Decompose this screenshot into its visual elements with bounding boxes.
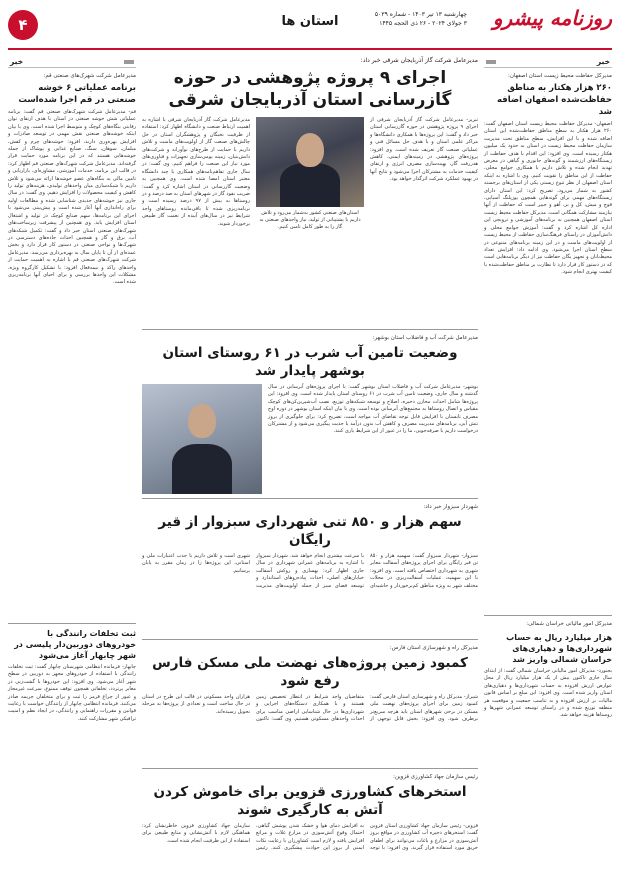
divider	[8, 623, 136, 624]
article-kicker: مدیرعامل شرکت آب و فاضلاب استان بوشهر:	[372, 335, 478, 341]
date-block	[375, 10, 467, 28]
divider	[142, 329, 478, 330]
article-kicker: مدیرکل راه و شهرسازی استان فارس:	[389, 645, 478, 651]
right-column	[484, 56, 612, 831]
article-kicker: شهردار سبزوار خبر داد:	[423, 504, 478, 510]
news-bar-label: خبر	[10, 57, 24, 66]
date-line-persian: چهارشنبه ۱۳ تیر ۱۴۰۳ - شماره ۵۰۳۹	[374, 11, 467, 18]
main-story-kicker: مدیرعامل شرکت گاز آذربایجان شرقی خبر داد:	[360, 57, 478, 64]
divider	[142, 639, 478, 640]
article-body: قم- مدیرعامل شرکت شهرک‌های صنعتی قم گفت: برنامه عملیاتی شش خوشه صنعتی در استان با هدف ارتقای توان رقابتی بنگاه‌های کوچک و متوسط اجرا شده است. وی با بیان اینکه خوشه‌های صنعتی نقش مهمی در توسعه صادرات و افزایش بهره‌وری دارند، افزود: خوشه‌های چرم و کفش، مبلمان، سوهان، سنگ، صنایع غذایی و پوشاک از جمله خوشه‌هایی هستند که در این برنامه مورد حمایت قرار گرفته‌اند. مدیرعامل شرکت شهرک‌های صنعتی قم اظهار کرد: در قالب این برنامه، خدمات آموزشی، مشاوره‌ای، بازاریابی و تامین مالی به بنگاه‌های عضو خوشه‌ها ارائه می‌شود و تلاش داریم با شبکه‌سازی میان واحدهای تولیدی، هزینه‌های تولید را کاهش و کیفیت محصولات را افزایش دهیم. وی گفت: در سال جاری نیز خوشه‌های جدیدی شناسایی شده و مطالعات اولیه برای راه‌اندازی آنها آغاز شده است و پیش‌بینی می‌شود با اجرای این برنامه‌ها، سهم صنایع کوچک در تولید و اشتغال استان افزایش یابد. وی همچنین از پیشرفت زیرساخت‌های شهرک‌های صنعتی استان خبر داد و گفت: تکمیل شبکه‌های آب، برق و گاز و همچنین احداث جاده‌های دسترسی در شهرک‌ها و نواحی صنعتی در دستور کار قرار دارد و بخش عمده‌ای از آن تا پایان سال به بهره‌برداری می‌رسد. مدیرعامل شرکت شهرک‌های صنعتی قم با اشاره به اهمیت حمایت از واحدهای راکد و نیمه‌فعال افزود: با تشکیل کارگروه ویژه، مشکلات این واحدها بررسی و برای احیای آنها برنامه‌ریزی شده است.	[8, 109, 136, 286]
article-body: شیراز- مدیرکل راه و شهرسازی استان فارس گفت: کمبود زمین برای اجرای پروژه‌های نهضت ملی مسکن در برخی شهرهای استان باید هرچه سریع‌تر برطرف شود. وی افزود: بخش قابل توجهی از متقاضیان واجد شرایط در انتظار تخصیص زمین هستند و با همکاری دستگاه‌های اجرایی و شهرداری‌ها در حال شناسایی اراضی مناسب برای احداث واحدهای مسکونی هستیم. وی گفت: تاکنون هزاران واحد مسکونی در قالب این طرح در استان در حال ساخت است و تعدادی از پروژه‌ها به مرحله تحویل رسیده‌اند.	[142, 694, 478, 723]
main-story-body-part-3: وی همچنین به وضعیت گازرسانی در استان اشاره کرد و گفت: ضریب نفوذ گاز در شهرهای استان به صد درصد و در روستاها به بیش از ۹۷ درصد رسیده است و برنامه‌ریزی شده تا باقی‌مانده روستاهای واجد شرایط نیز در سال‌های آینده از نعمت گاز طبیعی برخوردار شوند.	[141, 176, 250, 227]
article-kicker: مدیرعامل شرکت شهرک‌های صنعتی قم:	[43, 73, 136, 79]
article-headline: استخرهای کشاورزی قزوین برای خاموش کردن آتش به کارگیری شوند	[153, 784, 467, 818]
article-headline: سهم هزار و ۸۵۰ تنی شهرداری سبزوار از قیر رایگان	[158, 514, 462, 548]
main-story-body-part-2: مدیرعامل شرکت گاز آذربایجان شرقی با اشاره به اهمیت ارتباط صنعت و دانشگاه اظهار کرد: استفاده از ظرفیت نخبگان و پژوهشگران استان در حل چالش‌های صنعت گاز از اولویت‌های ماست و تلاش داریم با حمایت از طرح‌های نوآورانه و شرکت‌های دانش‌بنیان، زمینه بومی‌سازی تجهیزات و فناوری‌های مورد نیاز این صنعت را فراهم کنیم. وی گفت: در سال جاری تفاهم‌نامه‌های همکاری با چند دانشگاه معتبر استان امضا شده است.	[142, 117, 250, 183]
article-headline: ۲۶۰ هزار هکتار به مناطق حفاظت‌شده اصفهان اضافه شد	[497, 83, 612, 117]
article-headline: وضعیت تامین آب شرب در ۶۱ روستای استان بوشهر پایدار شد	[162, 345, 458, 379]
header-divider	[8, 48, 612, 50]
section-title: استان ها	[281, 14, 339, 29]
photo-caption: استان‌های صنعتی کشور به‌شمار می‌رود و تلاش داریم با پشتیبانی از تولید، نیاز واحدهای صنعتی به گاز را به طور کامل تامین کنیم.	[259, 210, 361, 230]
article-kicker: رئیس سازمان جهاد کشاورزی قزوین:	[393, 774, 478, 780]
news-section-bar	[8, 56, 136, 68]
article-body: اصفهان- مدیرکل حفاظت محیط زیست استان اصفهان گفت: ۲۶۰ هزار هکتار به سطح مناطق حفاظت‌شده این استان اضافه شده و با این افزایش، سطح مناطق تحت مدیریت سازمان حفاظت محیط زیست در استان به حدود یک میلیون هکتار رسیده است. وی افزود: این اقدام با هدف حفاظت از زیستگاه‌های ارزشمند و گونه‌های جانوری و گیاهی در معرض تهدید انجام شده و تلاش داریم با همکاری جوامع محلی، حفاظت از این مناطق را تقویت کنیم. وی با اشاره به اینکه استان اصفهان از نظر تنوع زیستی یکی از استان‌های برجسته کشور به شمار می‌رود، تصریح کرد: این استان دارای زیستگاه‌های مهمی برای گونه‌هایی همچون یوزپلنگ آسیایی، قوچ و میش، کل و بز، آهو و جبیر است که حفاظت از آنها نیازمند مشارکت همگانی است. مدیرکل حفاظت محیط زیست استان اصفهان همچنین به برنامه‌های آموزشی و ترویجی این اداره کل اشاره کرد و گفت: آموزش جوامع محلی و دانش‌آموزان در راستای فرهنگ‌سازی حفاظت از محیط زیست از اولویت‌های ماست و در این زمینه برنامه‌های متنوعی در سطح استان اجرا می‌شود. وی ادامه داد: افزایش تعداد محیط‌بانان و تجهیز یگان حفاظت نیز از دیگر برنامه‌هایی است که در دستور کار قرار دارد تا نظارت بر مناطق حفاظت‌شده با کیفیت بهتری انجام شود.	[484, 121, 612, 276]
article-headline: کمبود زمین پروژه‌های نهضت ملی مسکن فارس رفع شود	[152, 655, 468, 689]
article-body: سبزوار- شهردار سبزوار گفت: سهمیه هزار و ۸۵۰ تن قیر رایگان برای اجرای پروژه‌های آسفالت معابر شهری به شهرداری اختصاص یافته است. وی افزود: با این سهمیه، عملیات آسفالت‌ریزی در محلات مختلف شهر به ویژه مناطق کم‌برخوردار و حاشیه‌ای با سرعت بیشتری انجام خواهد شد. شهردار سبزوار با اشاره به برنامه‌های عمرانی شهرداری در سال جاری اظهار کرد: بهسازی و روکش آسفالت خیابان‌های اصلی، احداث پیاده‌روهای استاندارد و توسعه فضای سبز از جمله اولویت‌های مدیریت شهری است و تلاش داریم با جذب اعتبارات ملی و استانی، این پروژه‌ها را در زمان مقرر به پایان برسانیم.	[142, 553, 478, 589]
article-kicker: مدیرکل حفاظت محیط زیست استان اصفهان:	[507, 73, 612, 79]
article-body: قزوین- رئیس سازمان جهاد کشاورزی استان قزوین گفت: استخرهای ذخیره آب کشاورزی در مواقع بروز آتش‌سوزی در مزارع و باغات می‌توانند برای اطفای حریق مورد استفاده قرار گیرند. وی افزود: با توجه به افزایش دمای هوا و خشک شدن پوشش گیاهی، احتمال وقوع آتش‌سوزی در مزارع غلات و مراتع افزایش یافته و لازم است کشاورزان با رعایت نکات ایمنی از بروز این حوادث پیشگیری کنند. رئیس سازمان جهاد کشاورزی قزوین خاطرنشان کرد: هماهنگی لازم با آتش‌نشانی و منابع طبیعی برای استفاده از این ظرفیت انجام شده است.	[142, 823, 478, 852]
bar-marker-icon	[486, 60, 496, 64]
bar-marker-icon	[124, 60, 134, 64]
main-column	[141, 56, 478, 852]
main-story-body: تبریز- مدیرعامل شرکت گاز آذربایجان شرقی از اجرای ۹ پروژه پژوهشی در حوزه گازرسانی استان خبر داد و گفت: این پروژه‌ها با همکاری دانشگاه‌ها و مراکز علمی استان و با هدف حل مسائل فنی و عملیاتی صنعت گاز تعریف شده است. وی افزود: پروژه‌های پژوهشی در زمینه‌های ایمنی، کاهش هدررفت گاز، بهینه‌سازی مصرف انرژی و ارتقای کیفیت خدمات به مشترکان اجرا می‌شود و نتایج آنها در بهبود عملکرد شرکت اثرگذار خواهد بود.	[370, 117, 478, 183]
news-bar-label: خبر	[596, 57, 610, 66]
newspaper-logo: روزنامه پیشرو	[492, 6, 612, 30]
article-headline: هزار میلیارد ریال به حساب شهرداری‌ها و دهیاری‌های خراسان شمالی واریز شد	[506, 633, 612, 664]
page-number-badge: ۴	[8, 10, 38, 40]
article-headline: ثبت تخلفات رانندگی با خودروهای دوربین‌دار پلیسی در شهر چابهار آغاز می‌شود	[14, 629, 136, 660]
article-body: چابهار- فرمانده انتظامی شهرستان چابهار گفت: ثبت تخلفات رانندگی با استفاده از خودروهای مجهز به دوربین در سطح شهر آغاز می‌شود. وی افزود: این خودروها با گشت‌زنی در معابر پرتردد، تخلفاتی همچون توقف ممنوع، سرعت غیرمجاز و عبور از چراغ قرمز را ثبت و برای متخلفان جریمه صادر می‌کنند. فرمانده انتظامی چابهار از رانندگان خواست با رعایت قوانین و مقررات راهنمایی و رانندگی، در ایجاد نظم و امنیت ترافیکی شهر مشارکت کنند.	[8, 664, 136, 722]
article-body: بجنورد- مدیرکل امور مالیاتی خراسان شمالی گفت: از ابتدای سال جاری تاکنون بیش از یک هزار میلیارد ریال از محل عوارض ارزش افزوده به حساب شهرداری‌ها و دهیاری‌های استان واریز شده است. وی افزود: این مبلغ بر اساس قانون مالیات بر ارزش افزوده و به تناسب جمعیت و موقعیت هر منطقه توزیع شده و در راستای توسعه عمرانی شهرها و روستاها هزینه خواهد شد.	[484, 668, 612, 719]
main-story-photo	[256, 117, 364, 207]
story-photo	[142, 384, 262, 494]
article-body: بوشهر- مدیرعامل شرکت آب و فاضلاب استان بوشهر گفت: با اجرای پروژه‌های آبرسانی در سال گذشته و سال جاری، وضعیت تامین آب شرب در ۶۱ روستای استان پایدار شده است. وی افزود: این پروژه‌ها شامل احداث مخازن ذخیره، اصلاح و توسعه شبکه‌های توزیع، نصب آب‌شیرین‌کن‌های کوچک مقیاس و اتصال روستاها به مجتمع‌های آبرسانی بوده است. وی با بیان اینکه استان بوشهر در دوره اوج مصرف تابستان با افزایش قابل توجه تقاضای آب مواجه است، تصریح کرد: برای جلوگیری از بروز تنش آبی، برنامه‌های مدیریت مصرف و کاهش آب بدون درآمد با جدیت پیگیری می‌شود و از مشترکان درخواست داریم با صرفه‌جویی، ما را در عبور از این شرایط یاری کنند.	[268, 384, 478, 435]
divider	[484, 615, 612, 616]
left-column	[8, 56, 136, 831]
date-line-gregorian: ۳ جولای ۲۰۲۴ - ۲۶ ذی الحجه ۱۴۴۵	[379, 20, 467, 27]
article-headline: برنامه عملیاتی ۶ خوشه صنعتی در قم اجرا شده‌است	[18, 83, 136, 105]
article-kicker: مدیرکل امور مالیاتی خراسان شمالی:	[526, 621, 612, 627]
main-story-headline: اجرای ۹ پروژه پژوهشی در حوزه گازرسانی استان آذربایجان شرقی	[168, 68, 452, 110]
news-section-bar	[484, 56, 612, 68]
divider	[142, 498, 478, 499]
page-header	[8, 6, 612, 40]
main-story-body-continued	[142, 117, 250, 325]
divider	[142, 768, 478, 769]
